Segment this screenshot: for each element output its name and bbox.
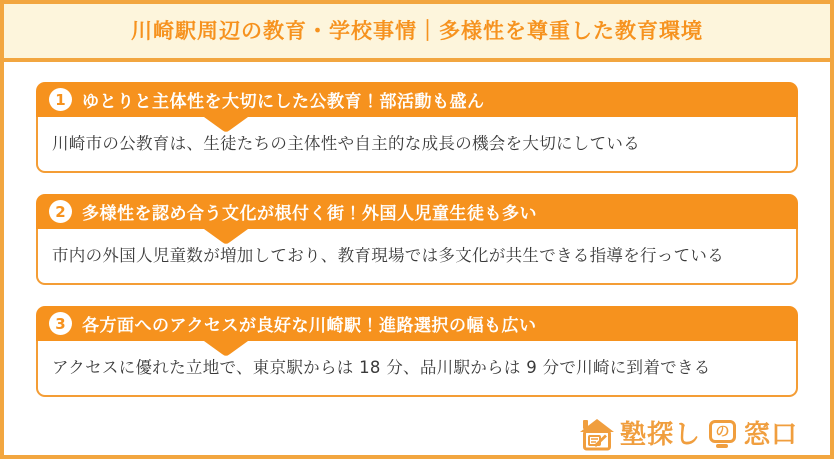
speech-tail-icon <box>204 117 248 133</box>
logo-text-left: 塾探し <box>619 419 701 450</box>
page-title: 川崎駅周辺の教育・学校事情｜多様性を尊重した教育環境 <box>131 18 703 43</box>
section-1-header <box>36 82 798 117</box>
speech-tail-icon <box>204 341 248 357</box>
house-school-icon <box>579 418 615 451</box>
logo-monitor-text: の <box>715 423 730 440</box>
section-1-number-badge: 1 <box>49 88 72 111</box>
logo-text-right: 窓口 <box>743 419 798 450</box>
section-1-body <box>36 117 798 173</box>
logo-monitor-icon <box>709 420 736 443</box>
title-band <box>4 4 830 62</box>
section-1-heading: ゆとりと主体性を大切にした公教育！部活動も盛ん <box>82 92 485 112</box>
section-2 <box>36 194 798 285</box>
section-3-number-badge: 3 <box>49 312 72 335</box>
section-2-number-badge: 2 <box>49 200 72 223</box>
section-2-header <box>36 194 798 229</box>
logo-row <box>36 418 798 451</box>
section-1 <box>36 82 798 173</box>
section-2-body-text: 市内の外国人児童数が増加しており、教育現場では多文化が共生できる指導を行っている <box>52 246 724 266</box>
section-1-body-text: 川崎市の公教育は、生徒たちの主体性や自主的な成長の機会を大切にしている <box>52 134 640 154</box>
section-3-header <box>36 306 798 341</box>
section-3 <box>36 306 798 397</box>
section-2-heading: 多様性を認め合う文化が根付く街！外国人児童生徒も多い <box>82 204 537 224</box>
content-area <box>4 62 830 451</box>
section-3-body <box>36 341 798 397</box>
section-3-body-text: アクセスに優れた立地で、東京駅からは 18 分、品川駅からは 9 分で川崎に到着できる <box>52 358 711 378</box>
speech-tail-icon <box>204 229 248 245</box>
section-2-body <box>36 229 798 285</box>
section-3-heading: 各方面へのアクセスが良好な川崎駅！進路選択の幅も広い <box>82 316 537 336</box>
brand-logo <box>579 418 798 451</box>
